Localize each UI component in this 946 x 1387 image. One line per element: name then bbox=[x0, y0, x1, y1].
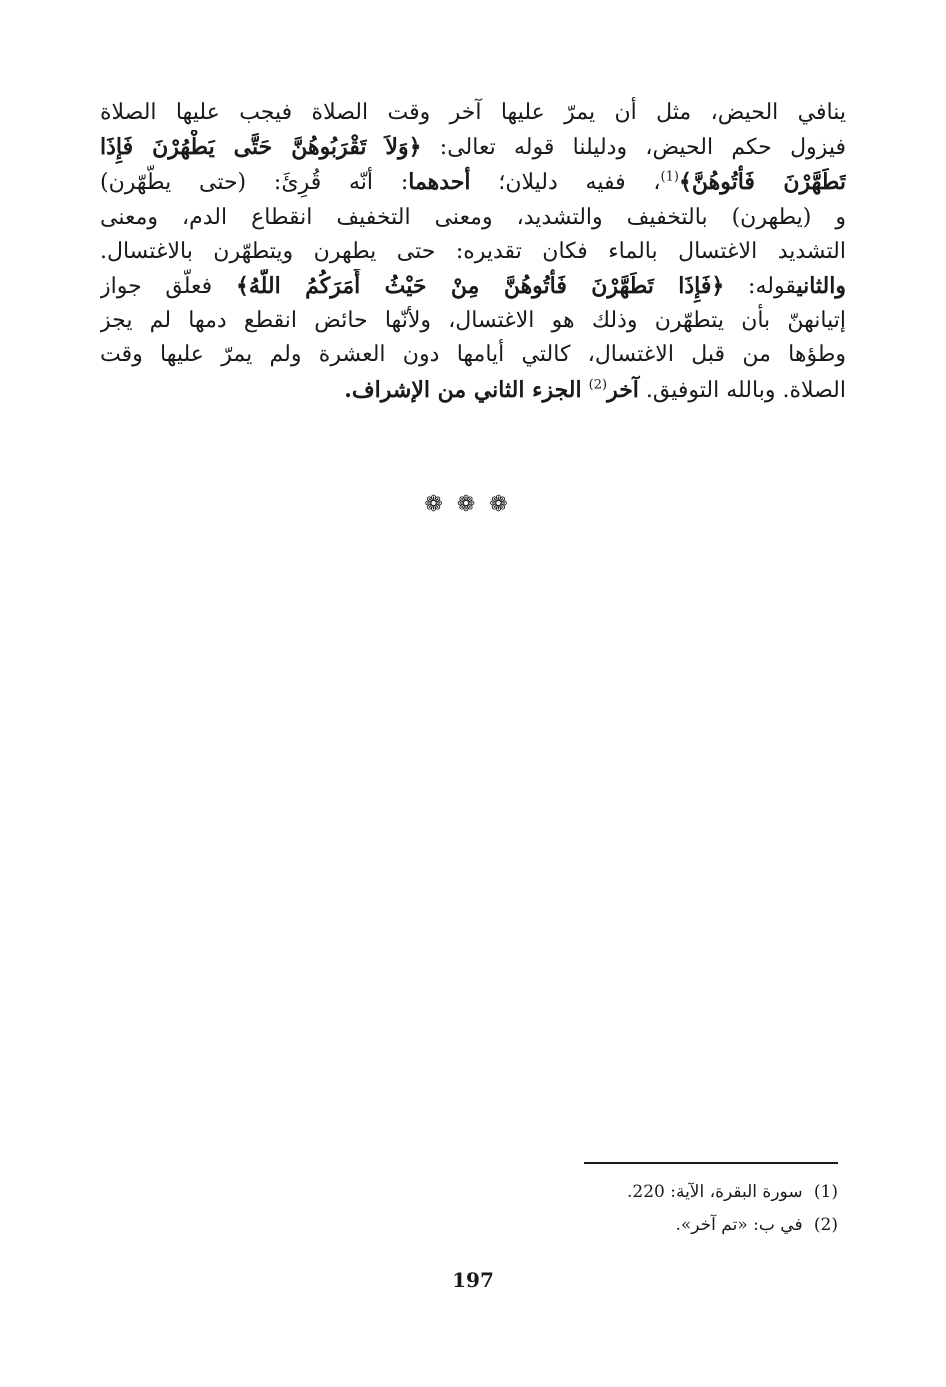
text-line-4 bbox=[100, 201, 846, 235]
line-5-text: التشديد الاغتسال بالماء فكان تقديره: حتى يطهرن ويتطهّرن بالاغتسال. bbox=[100, 238, 846, 264]
text-line-1 bbox=[100, 96, 846, 130]
text-line-8 bbox=[100, 338, 846, 372]
footnote-number: (1) bbox=[813, 1182, 838, 1202]
footnotes-list bbox=[400, 1176, 838, 1242]
line-1-text: ينافي الحيض، مثل أن يمرّ عليها آخر وقت الصلاة فيجب عليها الصلاة bbox=[100, 100, 846, 125]
line-7-text: إتيانهنّ بأن يتطهّرن وذلك هو الاغتسال، ولأنّها حائض انقطع دمها لم يجز bbox=[100, 308, 846, 334]
line-9-text: الصلاة. وبالله التوفيق. bbox=[645, 377, 846, 403]
end-title: الجزء الثاني من الإشراف. bbox=[344, 376, 582, 403]
main-text-block bbox=[100, 96, 846, 408]
footnote-text: في ب: «تم آخر». bbox=[675, 1215, 803, 1235]
footnote-ref-1: (1) bbox=[660, 170, 679, 186]
second-label: والثاني bbox=[796, 273, 846, 300]
footnote-ref-2: (2) bbox=[588, 377, 608, 393]
line-2-text: فيزول حكم الحيض، ودليلنا قوله تعالى: bbox=[439, 135, 846, 161]
text-line-7 bbox=[100, 304, 846, 338]
footnote-divider bbox=[584, 1162, 838, 1164]
line-3-text: ، ففيه دليلان؛ bbox=[498, 170, 661, 196]
footnote-item-1 bbox=[400, 1176, 838, 1209]
quran-verse-1b: تَطَهَّرْنَ فَأْتُوهُنَّ﴾ bbox=[678, 169, 846, 196]
page-number: 197 bbox=[452, 1268, 494, 1292]
footnote-number: (2) bbox=[813, 1215, 838, 1235]
end-word: آخر bbox=[607, 376, 639, 403]
line-6-text: قوله: bbox=[748, 274, 797, 300]
footnote-text: سورة البقرة، الآية: 220. bbox=[626, 1182, 803, 1202]
text-line-3 bbox=[100, 165, 846, 200]
text-line-2 bbox=[100, 130, 846, 165]
quran-verse-1a: ﴿وَلاَ تَقْرَبُوهُنَّ حَتَّى يَطْهُرْنَ فَإِذَا bbox=[100, 134, 422, 161]
section-ornaments: ❁❁❁ bbox=[424, 492, 522, 517]
line-4-text: و (يطهرن) بالتخفيف والتشديد، ومعنى التخفيف انقطاع الدم، ومعنى bbox=[100, 204, 846, 230]
text-line-9 bbox=[100, 373, 846, 408]
first-label: أحدهما bbox=[408, 169, 471, 196]
after-verse-2: فعلّق جواز bbox=[100, 274, 213, 300]
first-text: : أنّه قُرِئَ: (حتى يطّهّرن) bbox=[100, 170, 409, 196]
line-8-text: وطؤها من قبل الاغتسال، كالتي أيامها دون العشرة ولم يمرّ عليها وقت bbox=[100, 342, 846, 368]
text-line-5 bbox=[100, 235, 846, 269]
quran-verse-2: ﴿فَإِذَا تَطَهَّرْنَ فَأْتُوهُنَّ مِنْ حَيْثُ أَمَرَكُمُ اللَّهُ﴾ bbox=[235, 273, 725, 300]
footnote-item-2 bbox=[400, 1209, 838, 1242]
text-line-6 bbox=[100, 269, 846, 304]
